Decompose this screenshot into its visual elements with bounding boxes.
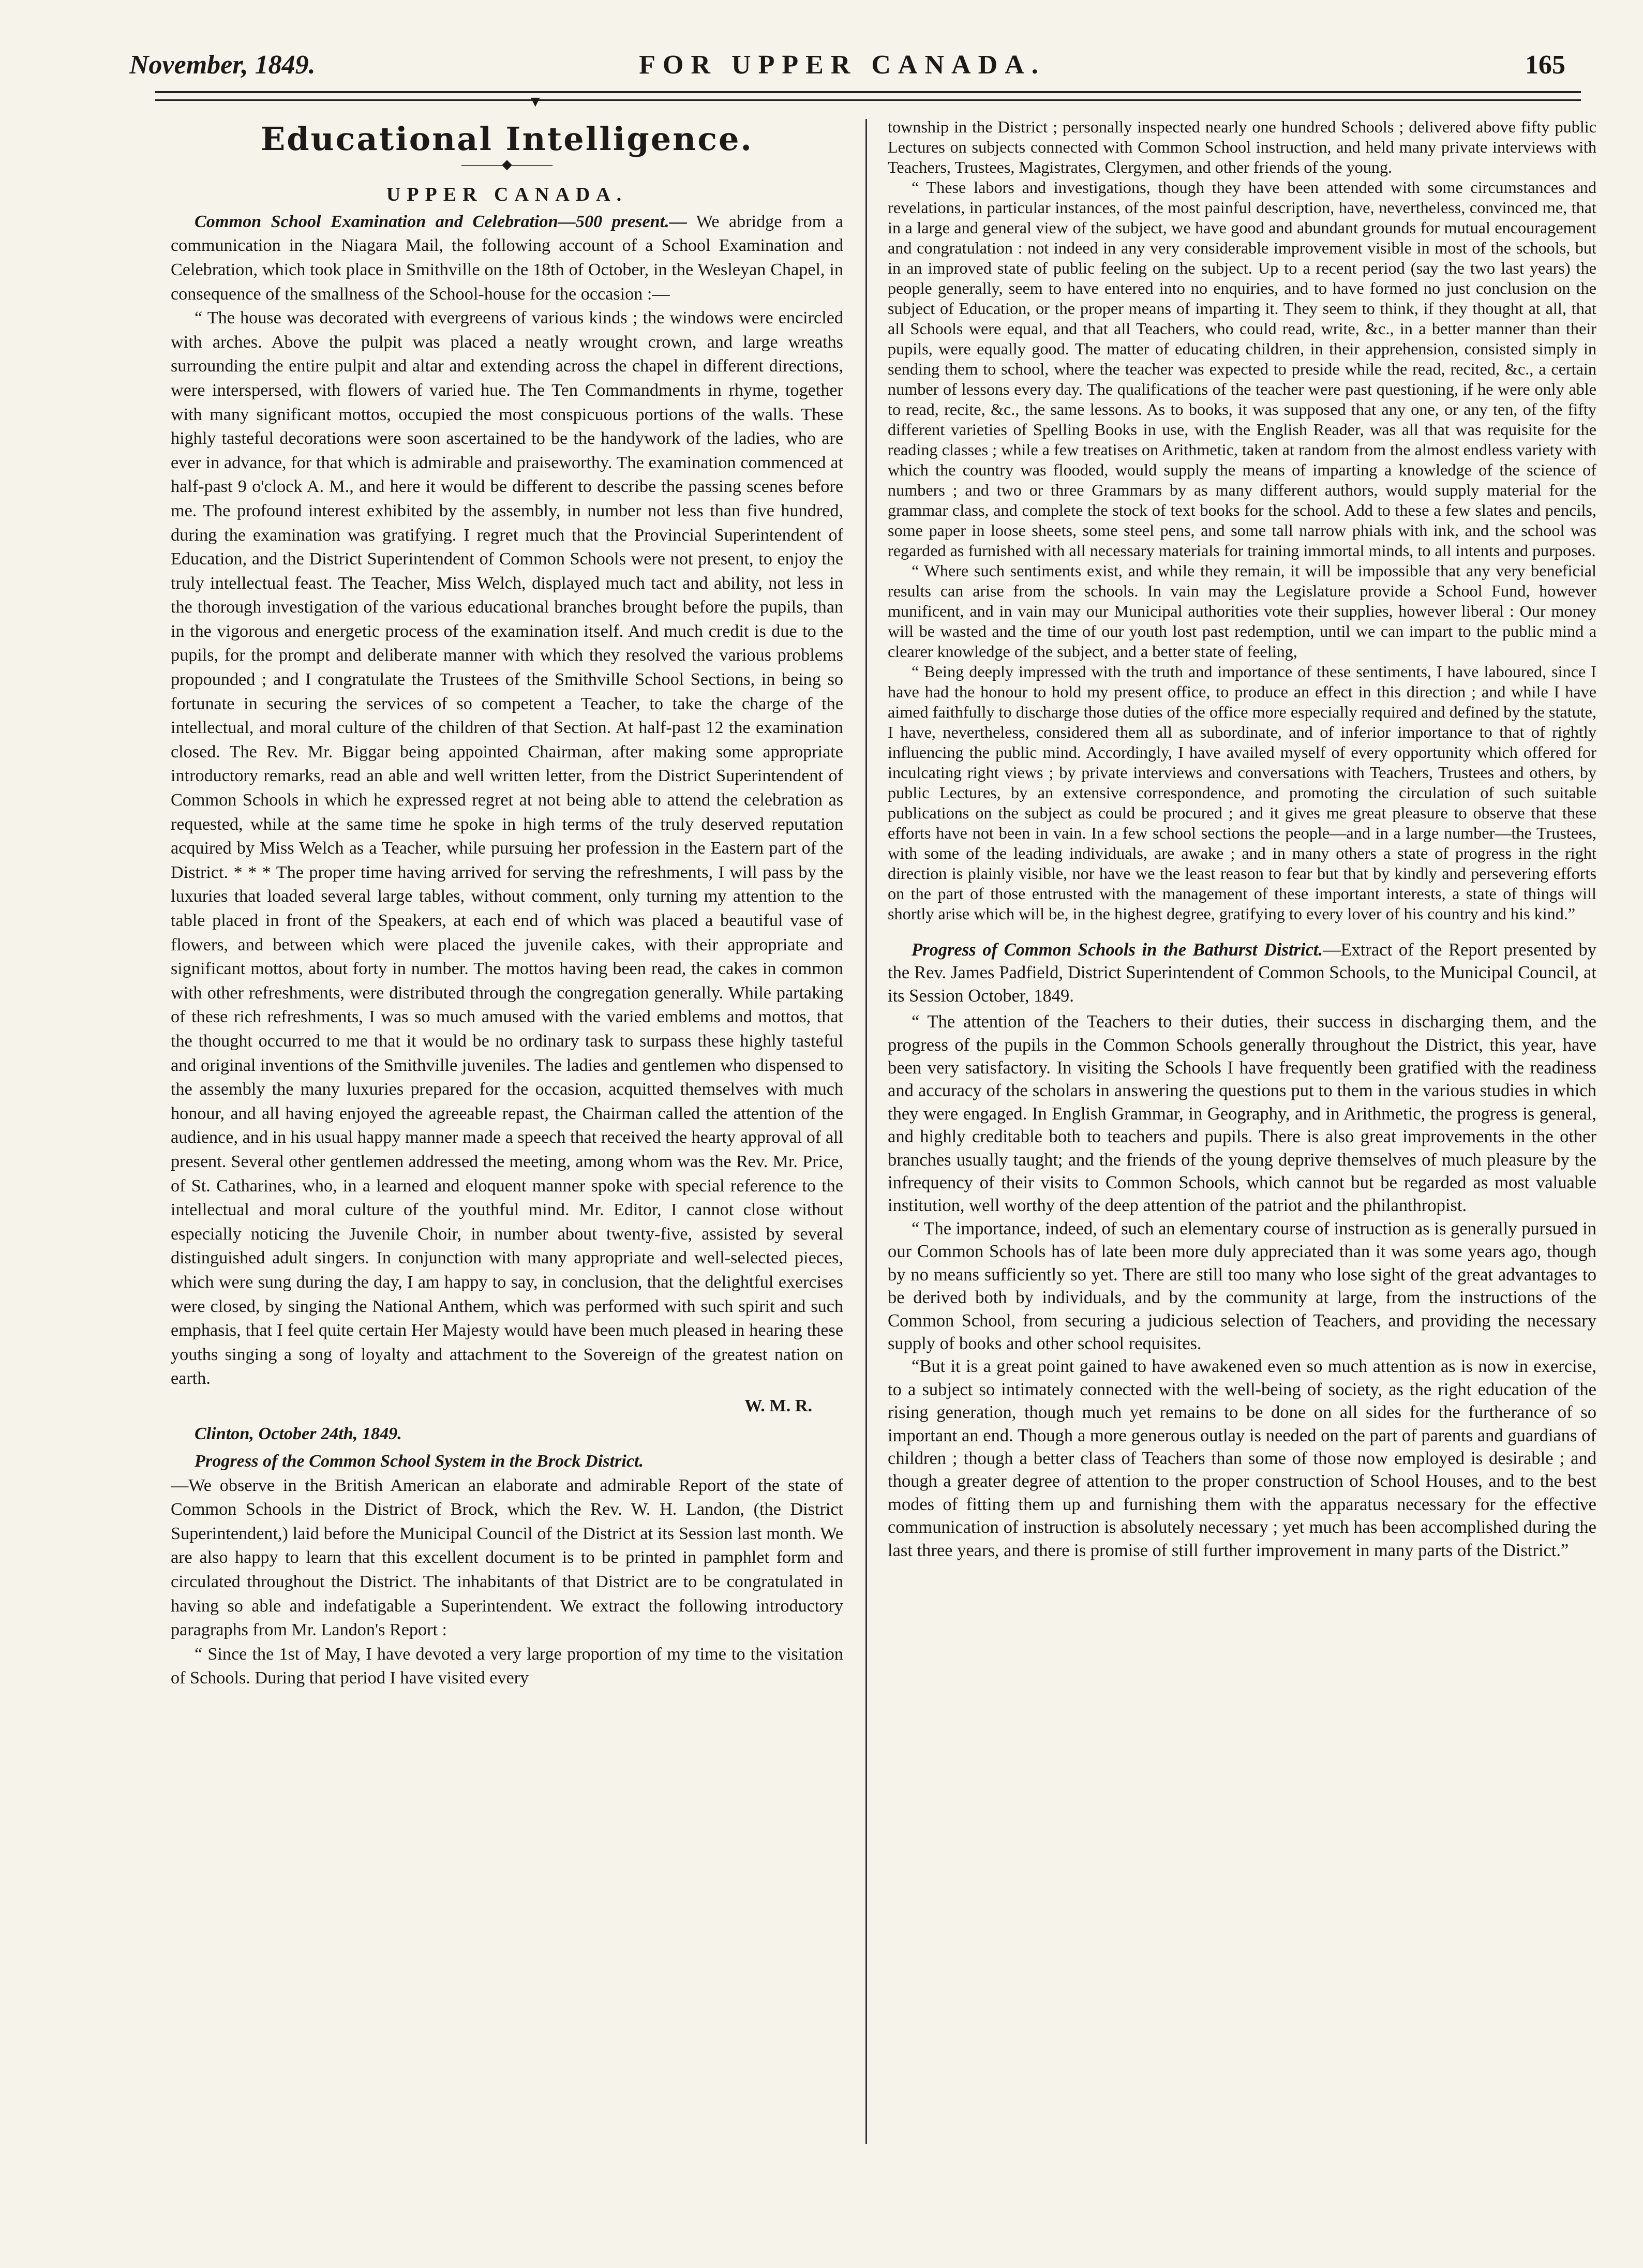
article-intro-brock: —We observe in the British American an elaborate and admirable Report of the state of Common Schools in the District of Brock, which the Rev. W. H. Landon, (the District Superintendent,) laid before the Municipal Council of the District at its Session last month. We are also happy to learn that this excellent document is to be printed in pamphlet form and circulated throughout the District. The inhabitants of that District are to be congratulated in having so able and indefatigable a Superintendent. We extract the following introductory paragraphs from Mr. Landon's Report : [171,1475,843,1640]
article-intro-smithville: We abridge from a communication in the Niagara Mail, the following account of a School Examination and Celebration, which took place in Smithville on the 18th of October, in the Wesleyan Chapel, in consequence of the smallness of the School-house for the occasion :— [171,212,843,304]
bathurst-quote-attention: “ The attention of the Teachers to their duties, their success in discharging them, and the progress of the pupils in the Common Schools generally throughout the District, this year, have been very satisfactory. In visiting the Schools I have frequently been gratified with the readiness and accuracy of the scholars in answering the questions put to them in the various studies in which they were engaged. In English Grammar, in Geography, and in Arithmetic, the progress is general, and highly creditable both to teachers and pupils. There is also great improvements in the other branches usually taught; and the friends of the young deprive themselves of much pleasure by the infrequency of their visits to Common Schools, which cannot but be regarded as most valuable institution, well worthy of the deep attention of the patriot and the philanthropist. [888,1012,1596,1216]
article-bathurst [888,938,1596,1562]
dateline: Clinton, October 24th, 1849. [195,1424,402,1444]
page-number: 165 [1525,50,1565,80]
bathurst-quote-importance: “ The importance, indeed, of such an elementary course of instruction as is generally pursued in our Common Schools has of late been more duly appreciated than it was some years ago, though by no means sufficiently so yet. There are still too many who lose sight of the great advantages to be derived both by individuals, and by the community at large, from the instructions of the Common School, from securing a judicious selection of Teachers, and providing the necessary supply of books and other school requisites. [888,1218,1596,1353]
running-head [88,50,1596,86]
issue-date: November, 1849. [129,50,316,80]
article-quote-brock: “ Since the 1st of May, I have devoted a very large proportion of my time to the visitation of Schools. During that period I have visited every [171,1644,843,1688]
publication-title: FOR UPPER CANADA. [639,50,1045,80]
left-column [171,117,843,2227]
brock-report-continued: township in the District ; personally inspected nearly one hundred Schools ; delivered above fifty public Lectures on subjects connected with Common School instruction, and held many private interviews with Teachers, Trustees, Magistrates, Clergymen, and other friends of the young. [888,117,1596,176]
article-body-smithville: “ The house was decorated with evergreens of various kinds ; the windows were encircled with arches. Above the pulpit was placed a neatly wrought crown, and large wreaths surrounding the entire pulpit and altar and extending across the chapel in different directions, were interspersed, with flowers of varied hue. The Ten Commandments in rhyme, together with many significant mottos, occupied the most conspicuous portions of the walls. These highly tasteful decorations were soon ascertained to be the handywork of the ladies, who are ever in advance, for that which is admirable and praiseworthy. The examination commenced at half-past 9 o'clock A. M., and here it would be different to describe the passing scenes before me. The profound interest exhibited by the assembly, in number not less than five hundred, during the examination was gratifying. I regret much that the Provincial Superintendent of Education, and the District Superintendent of Common Schools were not present, to enjoy the truly intellectual feast. The Teacher, Miss Welch, displayed much tact and ability, not less in the thorough investigation of the various educational branches brought before the pupils, than in the vigorous and energetic process of the examination itself. And much credit is due to the pupils, for the prompt and deliberate manner with which they resolved the various problems propounded ; and I congratulate the Trustees of the Smithville School Sections, in being so fortunate in securing the services of so competent a Teacher, to take the charge of the intellectual, and moral culture of the children of that Section. At half-past 12 the examination closed. The Rev. Mr. Biggar being appointed Chairman, after making some appropriate introductory remarks, read an able and well written letter, from the District Superintendent of Common Schools in which he expressed regret at not being able to attend the celebration as requested, while at the same time he spoke in high terms of the truly deserved reputation acquired by Miss Welch as a Teacher, while pursuing her profession in the Eastern part of the District. * * * The proper time having arrived for serving the refreshments, I will pass by the luxuries that loaded several large tables, without comment, only turning my attention to the table placed in front of the Speakers, at each end of which was placed a beautiful vase of flowers, and between which were placed the juvenile cakes, with their appropriate and significant mottos, about forty in number. The mottos having been read, the cakes in common with other refreshments, were distributed through the congregation generally. While partaking of these rich refreshments, I was so much amused with the varied emblems and mottos, that the thought occurred to me that it would be no ordinary task to surpass these highly tasteful and original inventions of the Smithville juveniles. The ladies and gentlemen who dispensed to the assembly the many luxuries prepared for the occasion, acquitted themselves with much honour, and all having enjoyed the agreeable repast, the Chairman called the attention of the audience, and in his usual happy manner made a speech that received the hearty approval of all present. Several other gentlemen addressed the meeting, among whom was the Rev. Mr. Price, of St. Catharines, who, in a learned and eloquent manner spoke with special reference to the intellectual and moral culture of the youthful mind. Mr. Editor, I cannot close without especially noticing the Juvenile Choir, in number about twenty-five, assisted by several distinguished adult singers. In conjunction with many appropriate and well-selected pieces, which were sung during the day, I am happy to say, in conclusion, that the delightful exercises were closed, by singing the National Anthem, which was performed with such spirit and such emphasis, that I feel quite certain Her Majesty would have been much pleased in hearing these youths singing a song of loyalty and attachment to the Sovereign of the greatest nation on earth. [171,308,843,1389]
signature: W. M. R. [744,1396,812,1415]
article-intro-bathurst: —Extract of the Report presented by the Rev. James Padfield, District Superintendent of Common Schools, to the Municipal Council, at its Session October, 1849. [888,940,1596,1006]
ornamental-rule-icon: ———◆——— [461,156,552,172]
article-brock [171,1450,843,1474]
brock-report-sentiments: “ Where such sentiments exist, and while they remain, it will be impossible that any very beneficial results can arise from the schools. In vain may the Legislature provide a School Fund, however munificent, and in vain may our Municipal authorities vote their supplies, however liberal : Our money will be wasted and the time of our youth lost past redemption, until we can impart to the public mind a clearer knowledge of the subject, and a better state of feeling, [888,561,1596,661]
article-bathurst-heading [888,938,1596,1007]
section-subtitle: UPPER CANADA. [386,184,628,206]
bathurst-quote-great-point: “But it is a great point gained to have awakened even so much attention as is now in exercise, to a subject so intimately connected with the well-being of society, as the right education of the rising generation, though much yet remains to be done on all sides for the furtherance of so important an end. Though a more generous outlay is needed on the part of parents and guardians of children ; though a better class of Teachers than some of those now employed is desirable ; and though a greater degree of attention to the proper construction of School Houses, and to the best modes of fitting them up and furnishing them with the apparatus necessary for the effective communication of instruction is absolutely necessary ; yet much has been accomplished during the last three years, and there is promise of still further improvement in many parts of the District.” [888,1356,1596,1560]
section-title: Educational Intelligence. [260,120,754,158]
article-gap [888,924,1596,938]
article-smithville [171,210,843,306]
brock-report-labors: “ These labors and investigations, though they have been attended with some circumstances and revelations, in particular instances, of the most painful description, have, nevertheless, convinced me, that in a large and general view of the subject, we have good and abundant grounds for mutual encouragement and congratulation : not indeed in any very considerable improvement visible in most of the schools, but in an improved state of public feeling on the subject. Up to a recent period (say the two last years) the people generally, seem to have entered into no enquiries, and to have formed no just conclusion on the subject of Education, or the proper means of imparting it. They seem to think, if they thought at all, that all Schools were equal, and that all Teachers, who could read, write, &c., in a better manner than their pupils, were equally good. The matter of educating children, in their apprehension, consisted simply in sending them to school, where the teacher was expected to preside while the read, recited, &c., a certain number of lessons every day. The qualifications of the teacher were past questioning, if he were only able to read, recite, &c., the same lessons. As to books, it was supposed that any one, or any ten, of the fifty different varieties of Spelling Books in use, with the English Reader, was all that was requisite for the reading classes ; while a few treatises on Arithmetic, taken at random from the almost endless variety with which the country was flooded, would supply the means of imparting a knowledge of the science of numbers ; and two or three Grammars by as many different authors, would supply material for the grammar class, and complete the stock of text books for the school. Add to these a few slates and pencils, some paper in loose sheets, some steel pens, and some tall narrow phials with ink, and the school was regarded as furnished with all necessary materials for training immortal minds, to all intents and purposes. [888,178,1596,560]
article-title-brock: Progress of the Common School System in the Brock District. [195,1452,644,1471]
article-title-smithville: Common School Examination and Celebration—500 present.— [195,212,687,231]
ornament-icon: ▼ [528,93,543,110]
header-rule-thin [155,99,1581,101]
right-column [888,117,1596,2227]
article-title-bathurst: Progress of Common Schools in the Bathurst District. [912,940,1323,960]
column-divider [865,119,867,2144]
brock-report-impressed: “ Being deeply impressed with the truth and importance of these sentiments, I have laboured, since I have had the honour to hold my present office, to produce an effect in this direction ; and while I have aimed faithfully to discharge those duties of the office more especially required and defined by the statute, I have, nevertheless, considered them all as subordinate, and of inferior importance to that of rightly influencing the public mind. Accordingly, I have availed myself of every opportunity which offered for inculcating right views ; by private interviews and conversations with Teachers, Trustees and others, by public Lectures, by an extensive correspondence, and promoting the circulation of such suitable publications on the subject as could be procured ; and it gives me great pleasure to observe that these efforts have not been in vain. In a few school sections the people—and in a large number—the Trustees, with some of the leading individuals, are awake ; and in many others a state of progress in the right direction is plainly visible, nor have we the least reason to fear but that by kindly and persevering efforts on the part of those entrusted with the management of these important interests, a state of things will shortly arise which will be, in the highest degree, gratifying to every lover of his country and his kind.” [888,662,1596,923]
header-rule [155,91,1581,93]
